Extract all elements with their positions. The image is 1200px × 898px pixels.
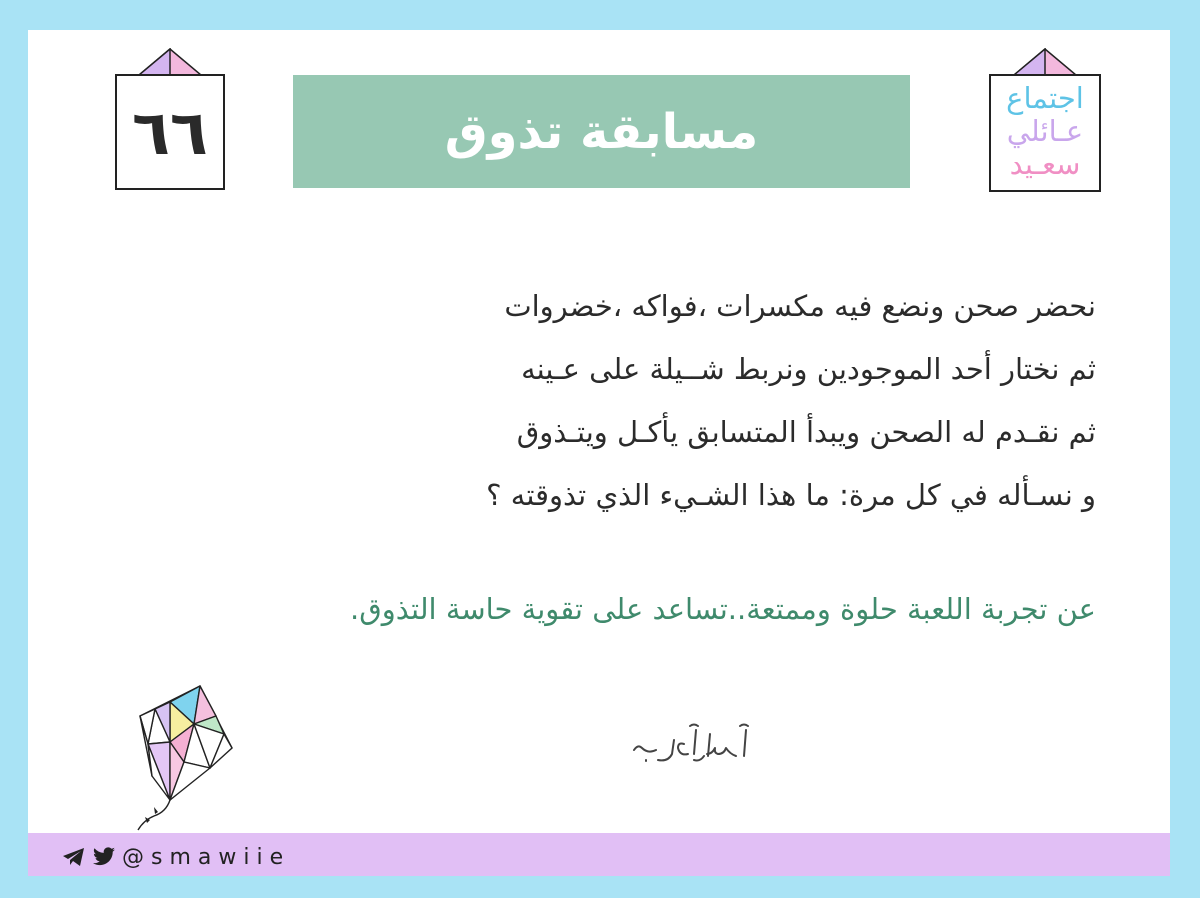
logo-box-triangle	[1013, 48, 1077, 76]
instruction-line: نحضر صحن ونضع فيه مكسرات ،فواكه ،خضروات	[504, 289, 1096, 323]
instruction-line: ثم نختار أحد الموجودين ونربط شــيلة على عـينه	[521, 352, 1096, 386]
experience-note: عن تجربة اللعبة حلوة وممتعة..تساعد على تقوية حاسة التذوق.	[350, 592, 1096, 626]
instructions-text	[336, 275, 1096, 527]
family-gathering-logo	[989, 74, 1101, 192]
signature-handwritten	[628, 720, 753, 770]
instruction-line: ثم نقـدم له الصحن ويبدأ المتسابق يأكـل ويتـذوق	[516, 415, 1096, 449]
instruction-line: و نسـأله في كل مرة: ما هذا الشـيء الذي تذوقته ؟	[486, 478, 1096, 512]
page-title: مسابقة تذوق	[444, 103, 759, 160]
title-banner	[293, 75, 910, 188]
social-handle[interactable]	[62, 842, 290, 872]
kite-illustration	[110, 684, 240, 834]
logo-line-2: عـائلي	[1006, 114, 1084, 148]
logo-line-3: سعـيد	[1009, 147, 1081, 181]
handle-text: @smawiie	[122, 844, 291, 870]
telegram-icon	[62, 847, 86, 867]
card-number: ٦٦	[132, 95, 208, 169]
logo-line-1: اجتماع	[1006, 81, 1084, 115]
card-number-box	[115, 74, 225, 190]
number-box-triangle	[138, 48, 202, 76]
twitter-icon	[92, 847, 116, 867]
